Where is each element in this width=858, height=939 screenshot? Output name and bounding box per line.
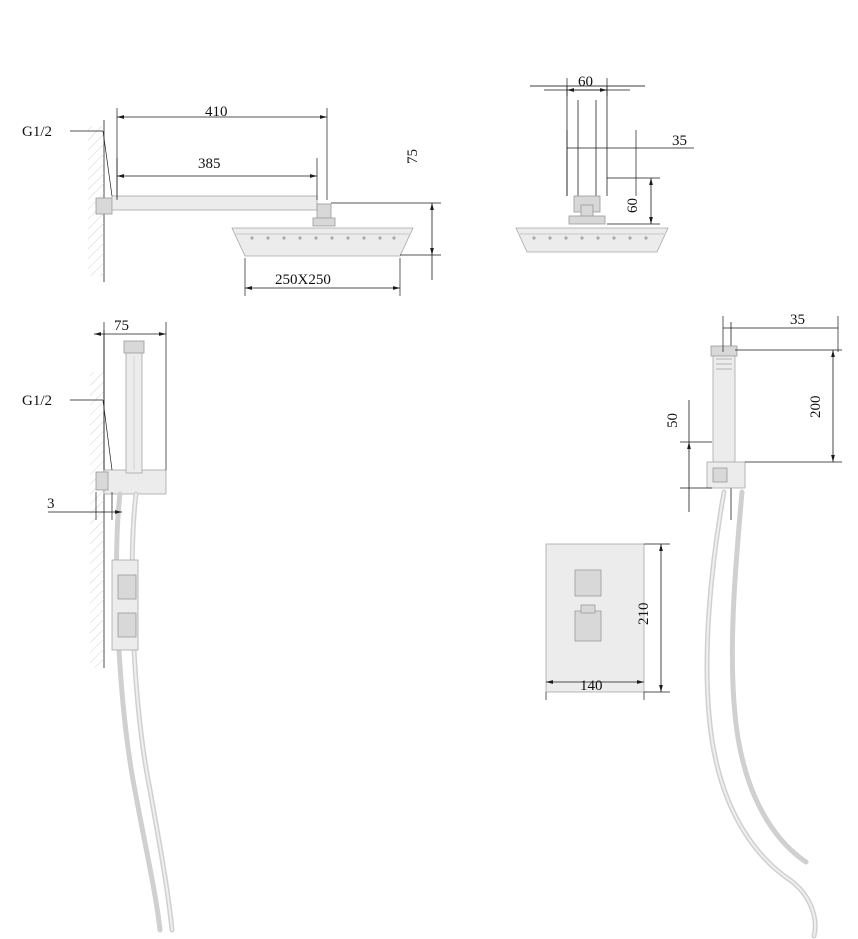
view-hand-shower-wall-assembly: [48, 322, 172, 930]
label-75-bracket: 75: [114, 318, 129, 334]
label-60-width: 60: [578, 74, 593, 90]
label-g12-bottom: G1/2: [22, 393, 52, 409]
label-35-offset: 35: [672, 133, 687, 149]
label-75-drop: 75: [405, 149, 421, 164]
label-410: 410: [205, 104, 228, 120]
label-385: 385: [198, 156, 221, 172]
label-200-handset: 200: [808, 395, 824, 418]
view-rain-shower-head-front: [516, 78, 694, 252]
label-3-offset: 3: [47, 496, 55, 512]
label-g12-top: G1/2: [22, 124, 52, 140]
label-250x250: 250X250: [275, 272, 331, 288]
view-rain-shower-arm-side: [70, 108, 441, 296]
label-210-plate: 210: [636, 602, 652, 625]
label-140-plate: 140: [580, 678, 603, 694]
label-50-holder: 50: [665, 413, 681, 428]
label-60-height: 60: [625, 198, 641, 213]
label-35-holder: 35: [790, 312, 805, 328]
